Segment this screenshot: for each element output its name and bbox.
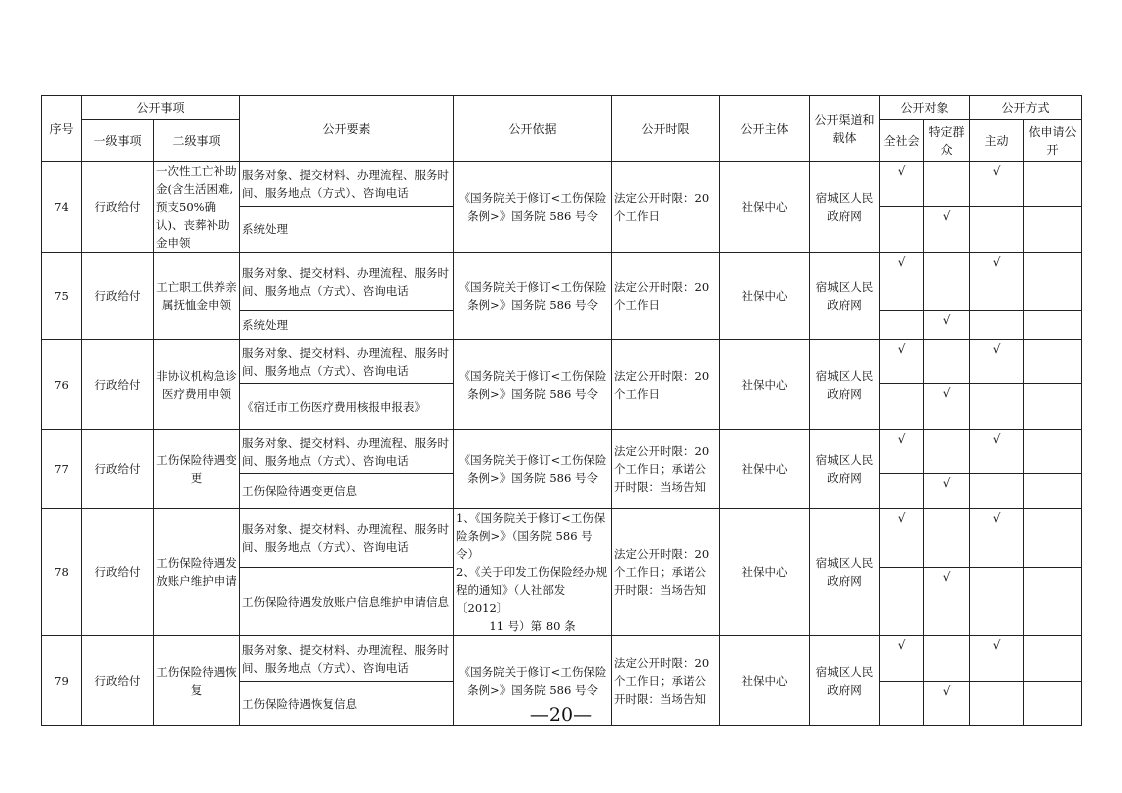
row-level1: 行政给付: [82, 509, 154, 636]
row-subject: 社保中心: [720, 253, 810, 340]
header-target-all: 全社会: [880, 120, 924, 162]
check-target-all-empty: [880, 568, 924, 636]
header-level1: 一级事项: [82, 120, 154, 162]
row-level2: 工伤保险待遇恢复: [154, 636, 240, 726]
header-mode-active: 主动: [970, 120, 1024, 162]
check-target-specific-empty: [924, 430, 970, 474]
row-channel: 宿城区人民政府网: [810, 430, 880, 509]
row-level2: 工亡职工供养亲属抚恤金申领: [154, 253, 240, 340]
header-elements: 公开要素: [240, 96, 454, 162]
check-target-all-empty: [880, 206, 924, 252]
header-mode-request: 依申请公开: [1024, 120, 1082, 162]
check-mode-request-empty: [1024, 430, 1082, 474]
header-target-group: 公开对象: [880, 96, 970, 120]
check-target-all-empty: [880, 384, 924, 430]
row-time-limit: 法定公开时限：20个工作日；承诺公开时限：当场告知: [612, 509, 720, 636]
header-target-specific: 特定群众: [924, 120, 970, 162]
row-subject: 社保中心: [720, 340, 810, 430]
row-time-limit: 法定公开时限：20个工作日: [612, 162, 720, 253]
row-element-a: 服务对象、提交材料、办理流程、服务时间、服务地点（方式）、咨询电话: [240, 340, 454, 384]
check-target-all: √: [880, 430, 924, 474]
header-basis: 公开依据: [454, 96, 612, 162]
check-mode-active-empty: [970, 474, 1024, 509]
row-time-limit: 法定公开时限：20个工作日: [612, 340, 720, 430]
row-element-b: 工伤保险待遇变更信息: [240, 474, 454, 509]
basis-item: 1、《国务院关于修订<工伤保险条例>》（国务院 586 号令）: [456, 511, 606, 561]
check-mode-request-empty: [1024, 311, 1082, 340]
check-target-specific-empty: [924, 253, 970, 311]
row-channel: 宿城区人民政府网: [810, 636, 880, 726]
check-mode-request-empty: [1024, 206, 1082, 252]
check-target-specific: √: [924, 568, 970, 636]
check-target-all: √: [880, 162, 924, 207]
check-target-all: √: [880, 509, 924, 568]
row-basis: [454, 509, 612, 636]
row-basis: 《国务院关于修订<工伤保险条例>》国务院 586 号令: [454, 253, 612, 340]
row-level2: 非协议机构急诊医疗费用申领: [154, 340, 240, 430]
row-time-limit: 法定公开时限：20个工作日；承诺公开时限：当场告知: [612, 636, 720, 726]
check-mode-request-empty: [1024, 384, 1082, 430]
basis-item: 11 号）第 80 条: [489, 619, 576, 633]
row-basis: 《国务院关于修订<工伤保险条例>》国务院 586 号令: [454, 340, 612, 430]
row-element-b: 工伤保险待遇恢复信息: [240, 682, 454, 726]
row-element-a: 服务对象、提交材料、办理流程、服务时间、服务地点（方式）、咨询电话: [240, 430, 454, 474]
row-element-b: 系统处理: [240, 206, 454, 252]
table-body: [42, 162, 1082, 726]
row-subject: 社保中心: [720, 162, 810, 253]
row-seq: 77: [42, 430, 82, 509]
row-level1: 行政给付: [82, 162, 154, 253]
check-target-specific-empty: [924, 340, 970, 384]
row-level1: 行政给付: [82, 253, 154, 340]
check-target-all: √: [880, 636, 924, 682]
disclosure-table: [41, 95, 1082, 726]
check-mode-request-empty: [1024, 253, 1082, 311]
row-subject: 社保中心: [720, 509, 810, 636]
row-seq: 74: [42, 162, 82, 253]
check-target-specific-empty: [924, 162, 970, 207]
check-target-specific-empty: [924, 509, 970, 568]
header-channel: 公开渠道和载体: [810, 96, 880, 162]
row-level2: 一次性工亡补助金(含生活困难,预支50%确认)、丧葬补助金申领: [154, 162, 240, 253]
page-number: —20—: [529, 704, 593, 726]
row-element-b: 《宿迁市工伤医疗费用核报申报表》: [240, 384, 454, 430]
check-mode-active-empty: [970, 311, 1024, 340]
table-row: [42, 509, 1082, 568]
check-mode-request-empty: [1024, 636, 1082, 682]
row-element-a: 服务对象、提交材料、办理流程、服务时间、服务地点（方式）、咨询电话: [240, 636, 454, 682]
row-element-a: 服务对象、提交材料、办理流程、服务时间、服务地点（方式）、咨询电话: [240, 253, 454, 311]
table-row: [42, 162, 1082, 207]
check-target-all-empty: [880, 474, 924, 509]
row-channel: 宿城区人民政府网: [810, 509, 880, 636]
check-target-all-empty: [880, 311, 924, 340]
row-seq: 76: [42, 340, 82, 430]
header-seq: 序号: [42, 96, 82, 162]
header-time-limit: 公开时限: [612, 96, 720, 162]
row-element-b: 系统处理: [240, 311, 454, 340]
check-target-specific: √: [924, 206, 970, 252]
row-subject: 社保中心: [720, 636, 810, 726]
table-header: [42, 96, 1082, 162]
check-mode-active: √: [970, 162, 1024, 207]
row-basis: 《国务院关于修订<工伤保险条例>》国务院 586 号令: [454, 430, 612, 509]
check-target-specific: √: [924, 384, 970, 430]
check-mode-active: √: [970, 430, 1024, 474]
check-mode-active: √: [970, 509, 1024, 568]
table-row: [42, 430, 1082, 474]
header-level2: 二级事项: [154, 120, 240, 162]
row-channel: 宿城区人民政府网: [810, 253, 880, 340]
check-target-specific: √: [924, 682, 970, 726]
row-time-limit: 法定公开时限：20个工作日: [612, 253, 720, 340]
check-mode-active-empty: [970, 568, 1024, 636]
row-seq: 79: [42, 636, 82, 726]
row-subject: 社保中心: [720, 430, 810, 509]
row-element-b: 工伤保险待遇发放账户信息维护申请信息: [240, 568, 454, 636]
check-mode-request-empty: [1024, 509, 1082, 568]
check-target-specific-empty: [924, 636, 970, 682]
check-mode-request-empty: [1024, 162, 1082, 207]
check-mode-request-empty: [1024, 474, 1082, 509]
row-basis: 《国务院关于修订<工伤保险条例>》国务院 586 号令: [454, 636, 612, 726]
header-subject: 公开主体: [720, 96, 810, 162]
check-target-specific: √: [924, 311, 970, 340]
row-level2: 工伤保险待遇发放账户维护申请: [154, 509, 240, 636]
row-level1: 行政给付: [82, 636, 154, 726]
row-level1: 行政给付: [82, 430, 154, 509]
check-target-all: √: [880, 253, 924, 311]
row-channel: 宿城区人民政府网: [810, 162, 880, 253]
row-element-a: 服务对象、提交材料、办理流程、服务时间、服务地点（方式）、咨询电话: [240, 162, 454, 207]
table-row: [42, 340, 1082, 384]
check-mode-active: √: [970, 636, 1024, 682]
check-target-specific: √: [924, 474, 970, 509]
row-element-a: 服务对象、提交材料、办理流程、服务时间、服务地点（方式）、咨询电话: [240, 509, 454, 568]
row-channel: 宿城区人民政府网: [810, 340, 880, 430]
row-seq: 78: [42, 509, 82, 636]
row-seq: 75: [42, 253, 82, 340]
basis-item: 2、《关于印发工伤保险经办规程的通知》（人社部发〔2012〕: [456, 565, 608, 615]
check-mode-active-empty: [970, 206, 1024, 252]
check-mode-request-empty: [1024, 568, 1082, 636]
table-row: [42, 636, 1082, 682]
check-target-all: √: [880, 340, 924, 384]
row-basis: 《国务院关于修订<工伤保险条例>》国务院 586 号令: [454, 162, 612, 253]
check-mode-active: √: [970, 340, 1024, 384]
header-mode-group: 公开方式: [970, 96, 1082, 120]
table-row: [42, 253, 1082, 311]
row-time-limit: 法定公开时限：20个工作日；承诺公开时限：当场告知: [612, 430, 720, 509]
check-mode-request-empty: [1024, 340, 1082, 384]
row-level1: 行政给付: [82, 340, 154, 430]
row-level2: 工伤保险待遇变更: [154, 430, 240, 509]
check-mode-active-empty: [970, 384, 1024, 430]
check-mode-active: √: [970, 253, 1024, 311]
header-item-group: 公开事项: [82, 96, 240, 120]
